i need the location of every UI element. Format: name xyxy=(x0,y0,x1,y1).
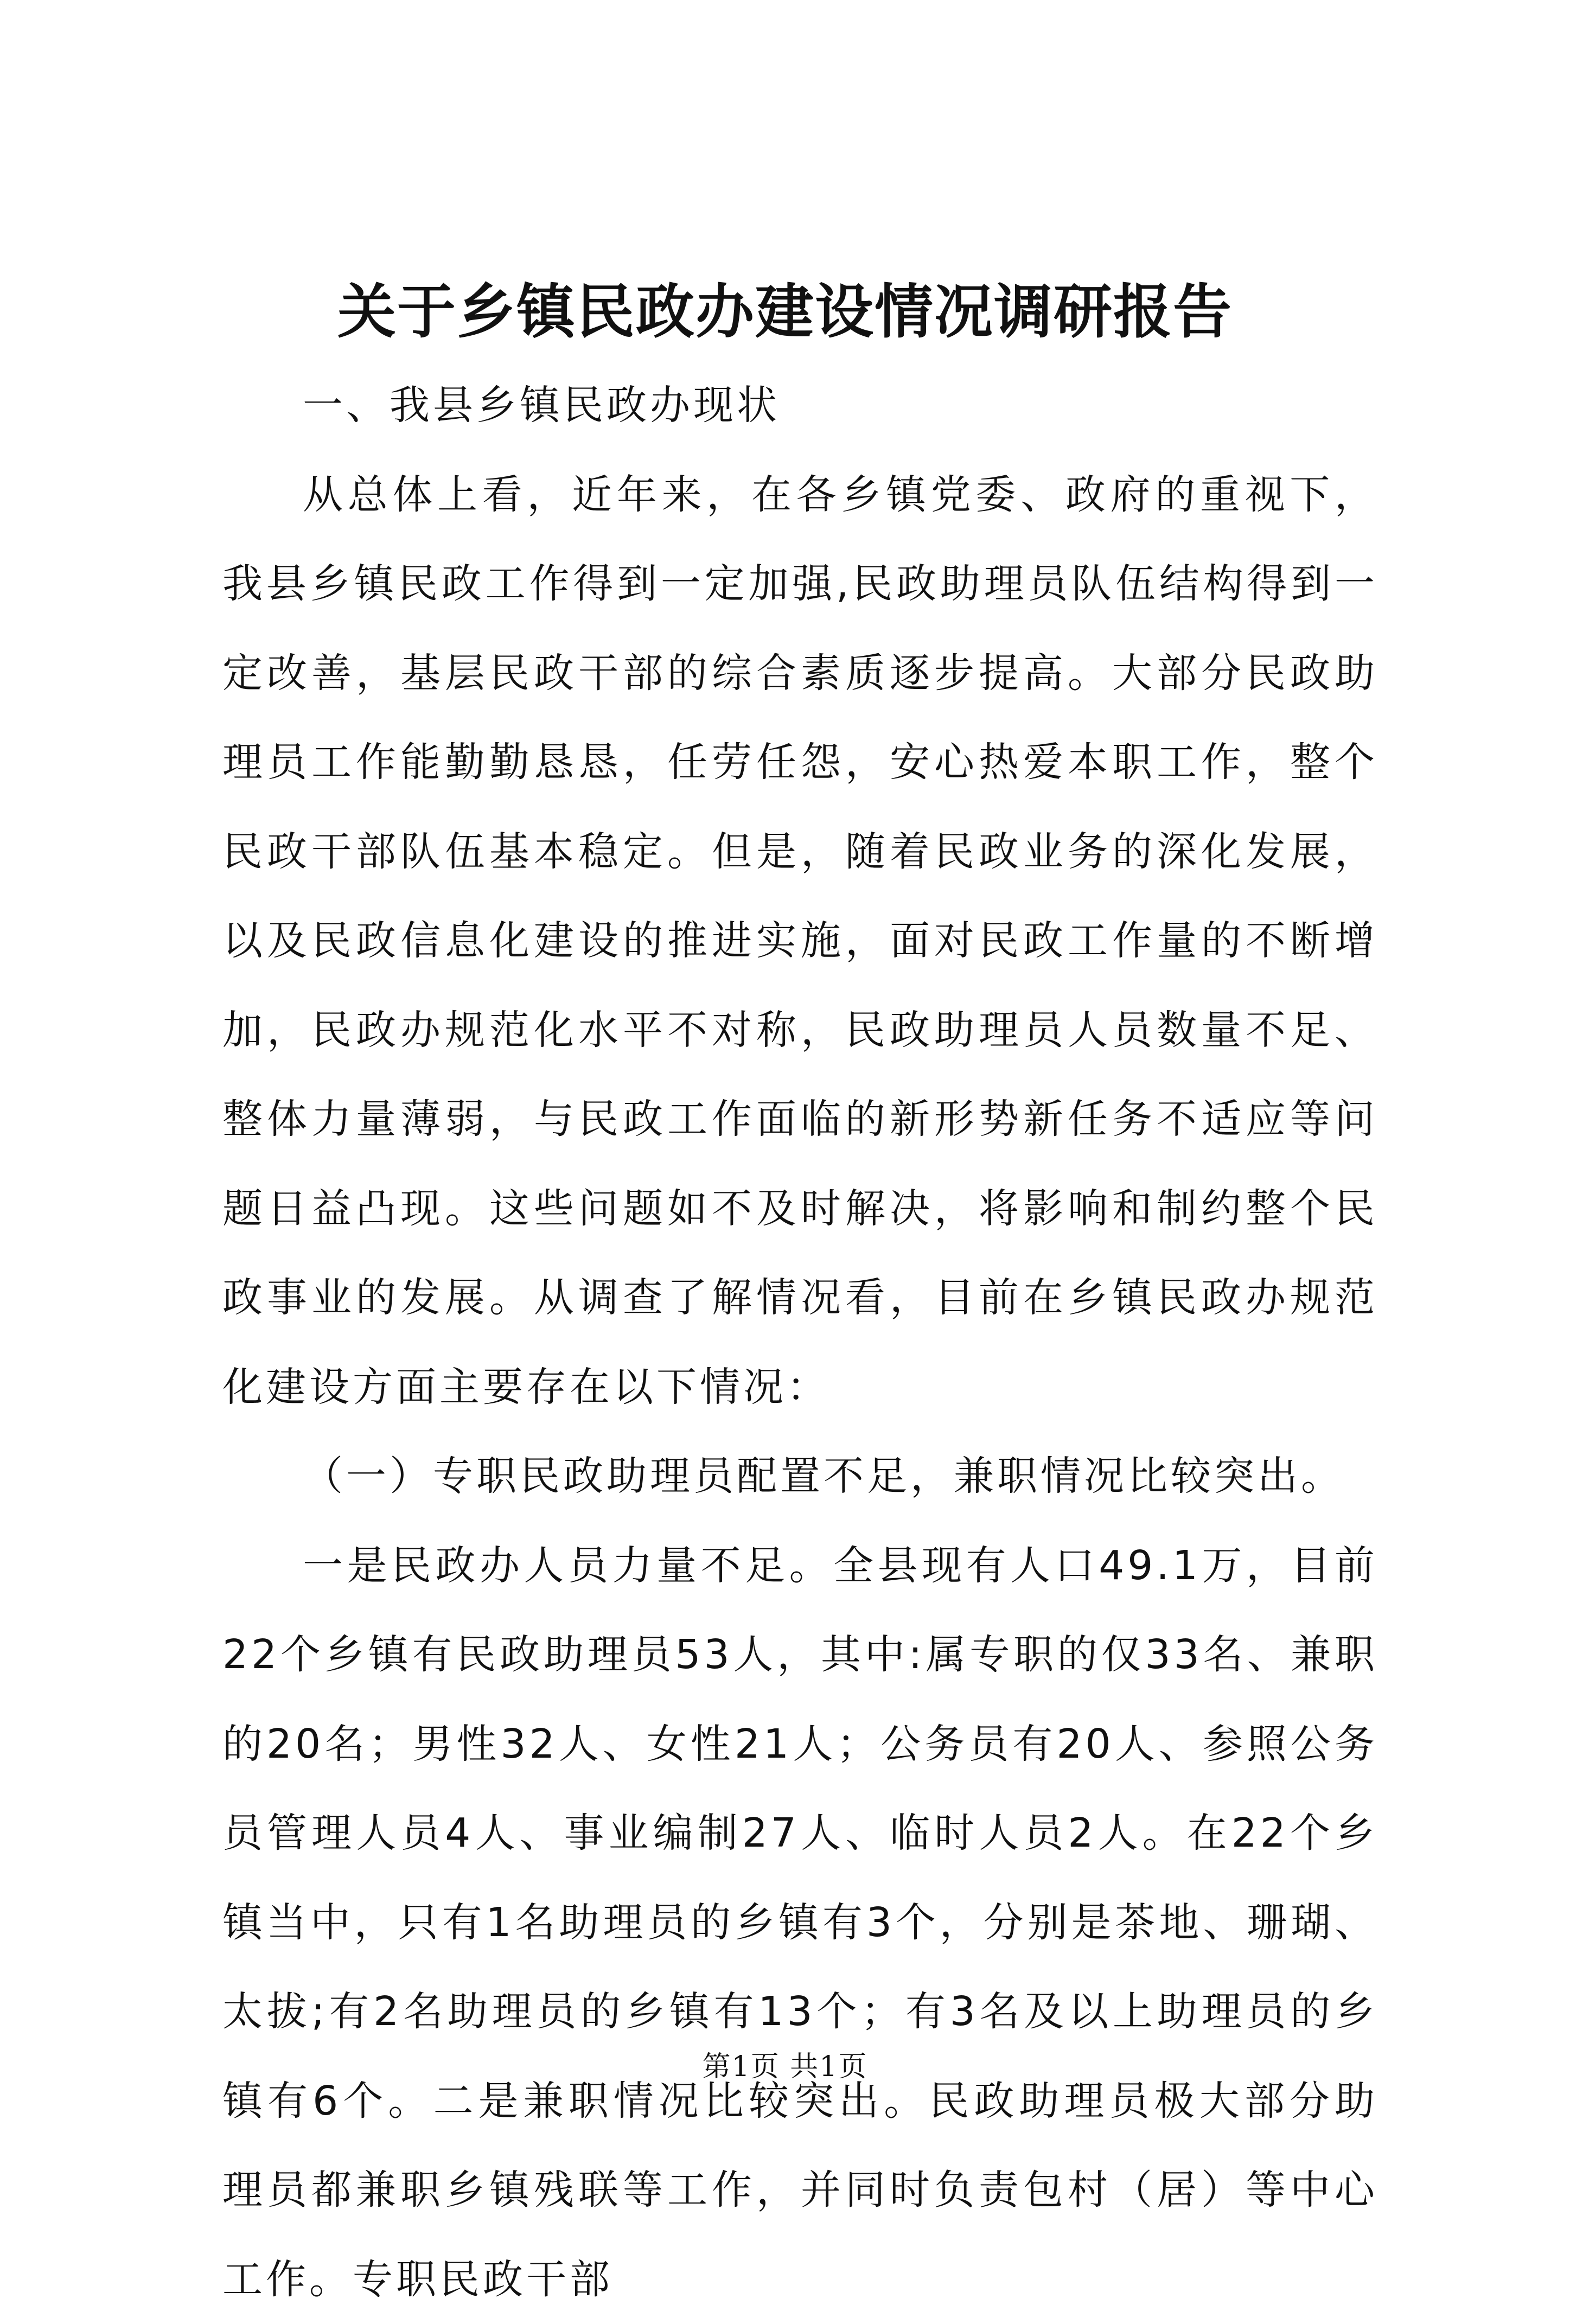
body-paragraph: 一是民政办人员力量不足。全县现有人口49.1万，目前22个乡镇有民政助理员53人，其中:属专职的仅33名、兼职的20名；男性32人、女性21人；公务员有20人、参照公务员管理人员4人、事业编制27人、临时人员2人。在22个乡镇当中，只有1名助理员的乡镇有3个，分别是茶地、珊瑚、太拔;有2名助理员的乡镇有13个；有3名及以上助理员的乡镇有6个。二是兼职情况比较突出。民政助理员极大部分助理员都兼职乡镇残联等工作，并同时负责包村（居）等中心工作。专职民政干部 xyxy=(222,1521,1378,2324)
section-heading: 一、我县乡镇民政办现状 xyxy=(222,361,1378,450)
page-footer: 第1页 共1页 xyxy=(0,2048,1570,2086)
subsection-heading: （一）专职民政助理员配置不足，兼职情况比较突出。 xyxy=(222,1432,1378,1521)
document-title: 关于乡镇民政办建设情况调研报告 xyxy=(0,271,1570,353)
document-body xyxy=(222,361,1378,2324)
body-paragraph: 从总体上看，近年来，在各乡镇党委、政府的重视下，我县乡镇民政工作得到一定加强,民政助理员队伍结构得到一定改善，基层民政干部的综合素质逐步提高。大部分民政助理员工作能勤勤恳恳，任劳任怨，安心热爱本职工作，整个民政干部队伍基本稳定。但是，随着民政业务的深化发展，以及民政信息化建设的推进实施，面对民政工作量的不断增加，民政办规范化水平不对称，民政助理员人员数量不足、整体力量薄弱，与民政工作面临的新形势新任务不适应等问题日益凸现。这些问题如不及时解决，将影响和制约整个民政事业的发展。从调查了解情况看，目前在乡镇民政办规范化建设方面主要存在以下情况： xyxy=(222,450,1378,1432)
